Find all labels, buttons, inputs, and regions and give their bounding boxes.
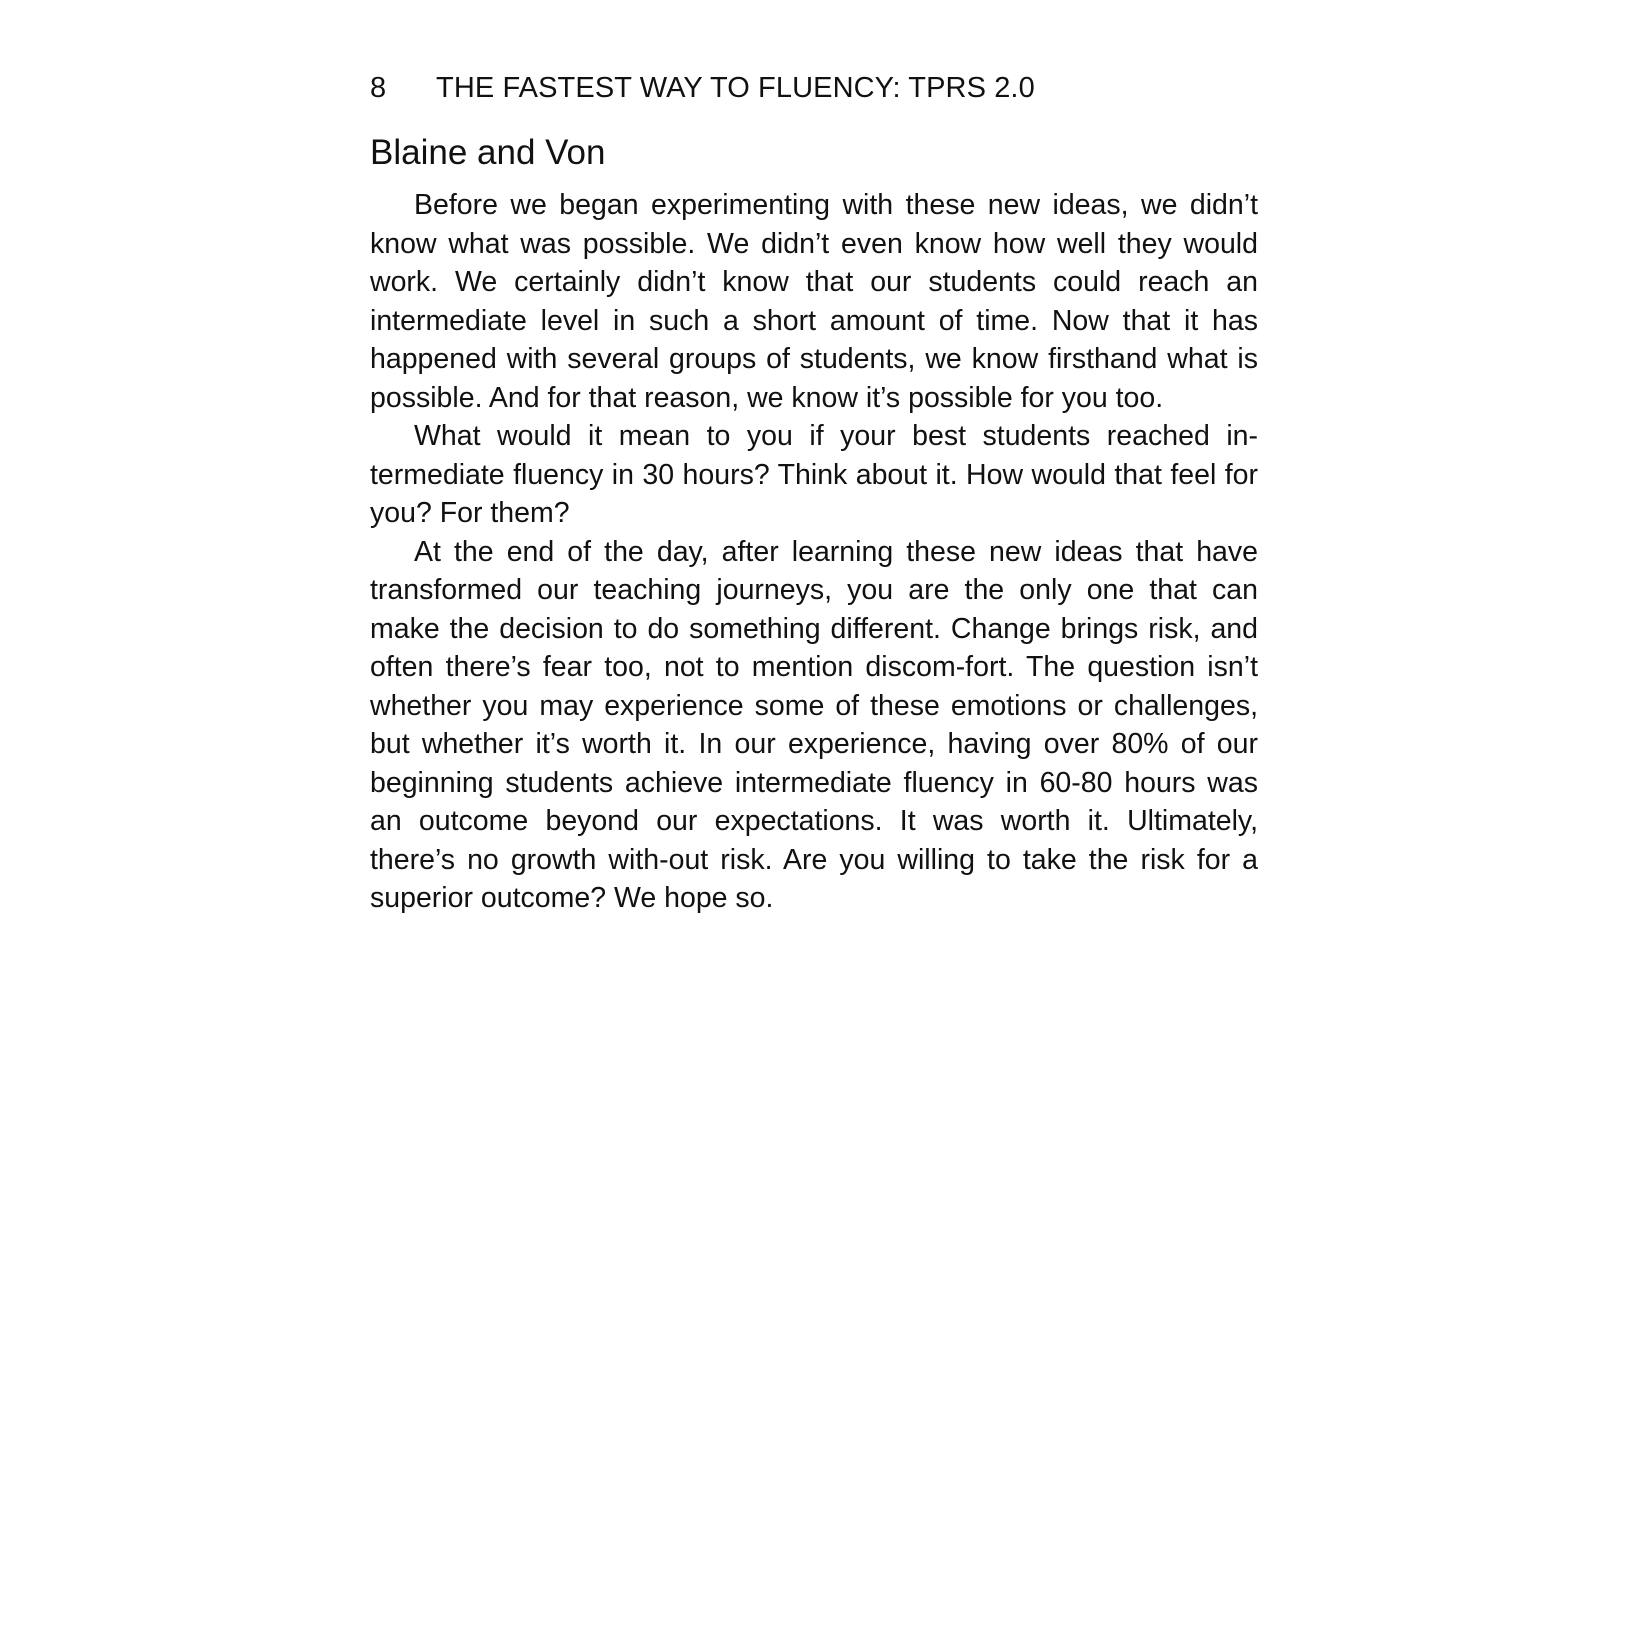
body-text	[370, 186, 1258, 918]
book-title: THE FASTEST WAY TO FLUENCY: TPRS 2.0	[436, 72, 1035, 104]
paragraph-3: At the end of the day, after learning these new ideas that have transformed our teaching journeys, you are the only one that can make the decision to do something different. Change brings risk, and often there’s fear too, not to mention discom-fort. The question isn’t whether you may experience some of these emotions or challenges, but whether it’s worth it. In our experience, having over 80% of our beginning students achieve intermediate fluency in 60-80 hours was an outcome beyond our expectations. It was worth it. Ultimately, there’s no growth with-out risk. Are you willing to take the risk for a superior outcome? We hope so.	[370, 535, 1258, 914]
section-heading: Blaine and Von	[370, 133, 606, 172]
paragraph-1: Before we began experimenting with these new ideas, we didn’t know what was possible. We didn’t even know how well they would work. We certainly didn’t know that our students could reach an intermediate level in such a short amount of time. Now that it has happened with several groups of students, we know firsthand what is possible. And for that reason, we know it’s possible for you too.	[370, 189, 1258, 414]
paragraph-2: What would it mean to you if your best students reached in-termediate fluency in 30 hours? Think about it. How would that feel for you? For them?	[370, 420, 1258, 529]
page-number: 8	[370, 72, 387, 104]
running-head	[370, 68, 1270, 108]
